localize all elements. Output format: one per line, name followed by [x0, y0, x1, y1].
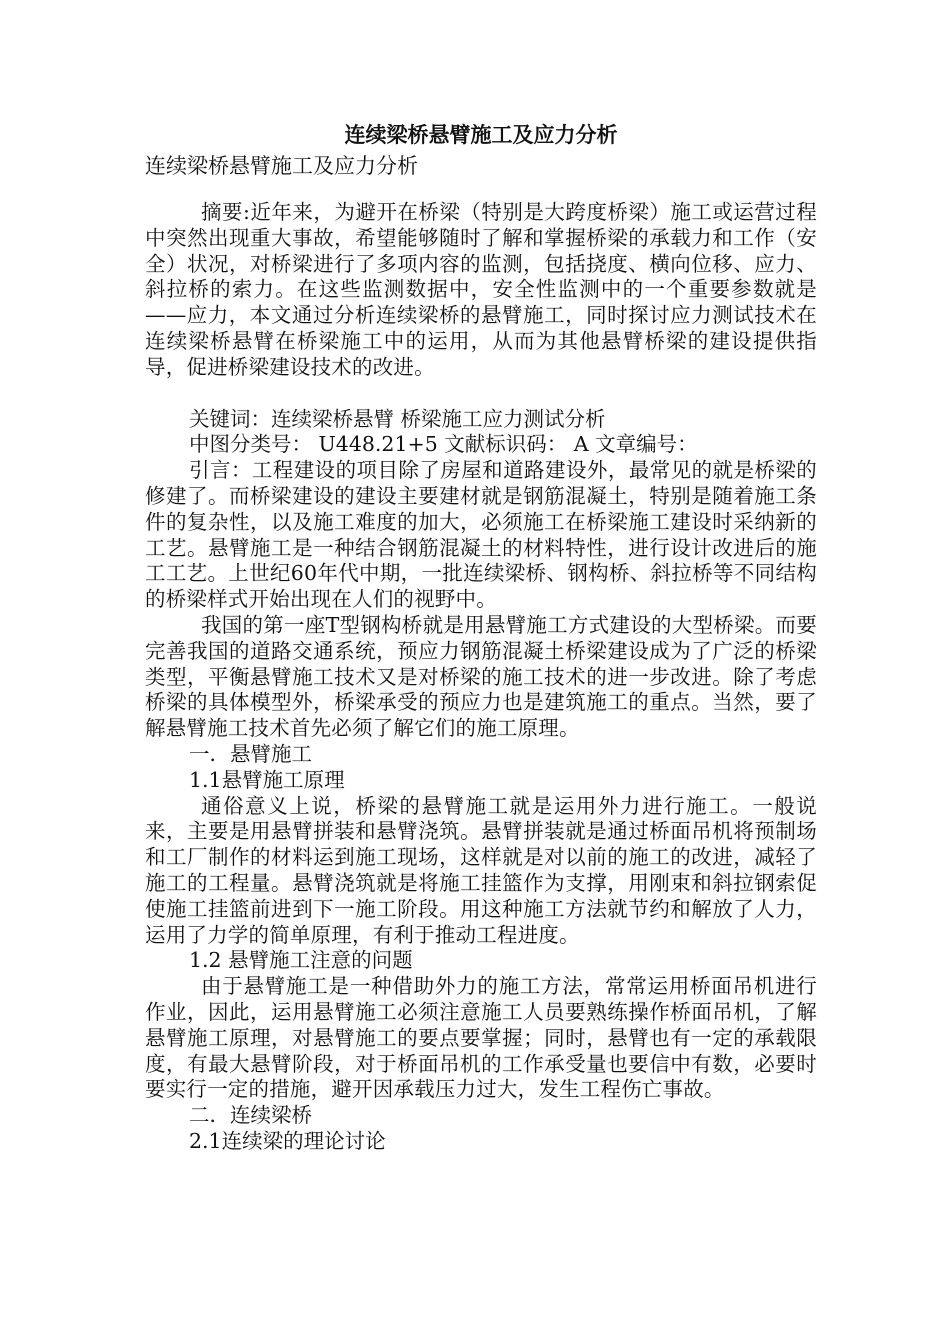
intro-paragraph-2: 我国的第一座T型钢构桥就是用悬臂施工方式建设的大型桥梁。而要完善我国的道路交通系统，预应力钢筋混凝土桥梁建设成为了广泛的桥梁类型，平衡悬臂施工技术又是对桥梁的施工技术的进一步改进。除了考虑桥梁的具体模型外，桥梁承受的预应力也是建筑施工的重点。当然，要了解悬臂施工技术首先必须了解它们的施工原理。 [145, 612, 817, 741]
document-title: 连续梁桥悬臂施工及应力分析 [344, 122, 618, 147]
subsection-heading-1-2: 1.2 悬臂施工注意的问题 [189, 948, 413, 973]
section-heading-2: 二．连续梁桥 [189, 1103, 312, 1128]
section-heading-1: 一．悬臂施工 [189, 741, 312, 766]
subsection-1-1-body: 通俗意义上说，桥梁的悬臂施工就是运用外力进行施工。一般说来，主要是用悬臂拼装和悬臂浇筑。悬臂拼装就是通过桥面吊机将预制场和工厂制作的材料运到施工现场，这样就是对以前的施工的改进，减轻了施工的工程量。悬臂浇筑就是将施工挂篮作为支撑，用刚束和斜拉钢索促使施工挂篮前进到下一施工阶段。用这种施工方法就节约和解放了人力，运用了力学的简单原理，有利于推动工程进度。 [145, 793, 817, 947]
subsection-1-2-body: 由于悬臂施工是一种借助外力的施工方法，常常运用桥面吊机进行作业，因此，运用悬臂施工必须注意施工人员要熟练操作桥面吊机，了解悬臂施工原理，对悬臂施工的要点要掌握；同时，悬臂也有一定的承载限度，有最大悬臂阶段，对于桥面吊机的工作承受量也要信中有数，必要时要实行一定的措施，避开因承载压力过大，发生工程伤亡事故。 [145, 974, 817, 1102]
classification-line: 中图分类号： U448.21+5 文献标识码： A 文章编号： [189, 432, 698, 457]
keywords-line: 关键词：连续梁桥悬臂 桥梁施工应力测试分析 [189, 406, 606, 431]
subsection-heading-2-1: 2.1连续梁的理论讨论 [189, 1128, 386, 1153]
document-page [145, 118, 817, 1155]
document-subtitle: 连续梁桥悬臂施工及应力分析 [145, 154, 418, 178]
intro-paragraph-1: 引言：工程建设的项目除了房屋和道路建设外，最常见的就是桥梁的修建了。而桥梁建设的建设主要建材就是钢筋混凝土，特别是随着施工条件的复杂性，以及施工难度的加大，必须施工在桥梁施工建设时采纳新的工艺。悬臂施工是一种结合钢筋混凝土的材料特性，进行设计改进后的施工工艺。上世纪60年代中期，一批连续梁桥、钢构桥、斜拉桥等不同结构的桥梁样式开始出现在人们的视野中。 [145, 458, 817, 612]
subsection-heading-1-1: 1.1悬臂施工原理 [189, 767, 345, 792]
abstract-paragraph: 摘要:近年来，为避开在桥梁（特别是大跨度桥梁）施工或运营过程中突然出现重大事故，希望能够随时了解和掌握桥梁的承载力和工作（安全）状况，对桥梁进行了多项内容的监测，包括挠度、横向位移、应力、斜拉桥的索力。在这些监测数据中，安全性监测中的一个重要参数就是——应力，本文通过分析连续梁桥的悬臂施工，同时探讨应力测试技术在连续梁桥悬臂在桥梁施工中的运用，从而为其他悬臂桥梁的建设提供指导，促进桥梁建设技术的改进。 [145, 200, 817, 379]
